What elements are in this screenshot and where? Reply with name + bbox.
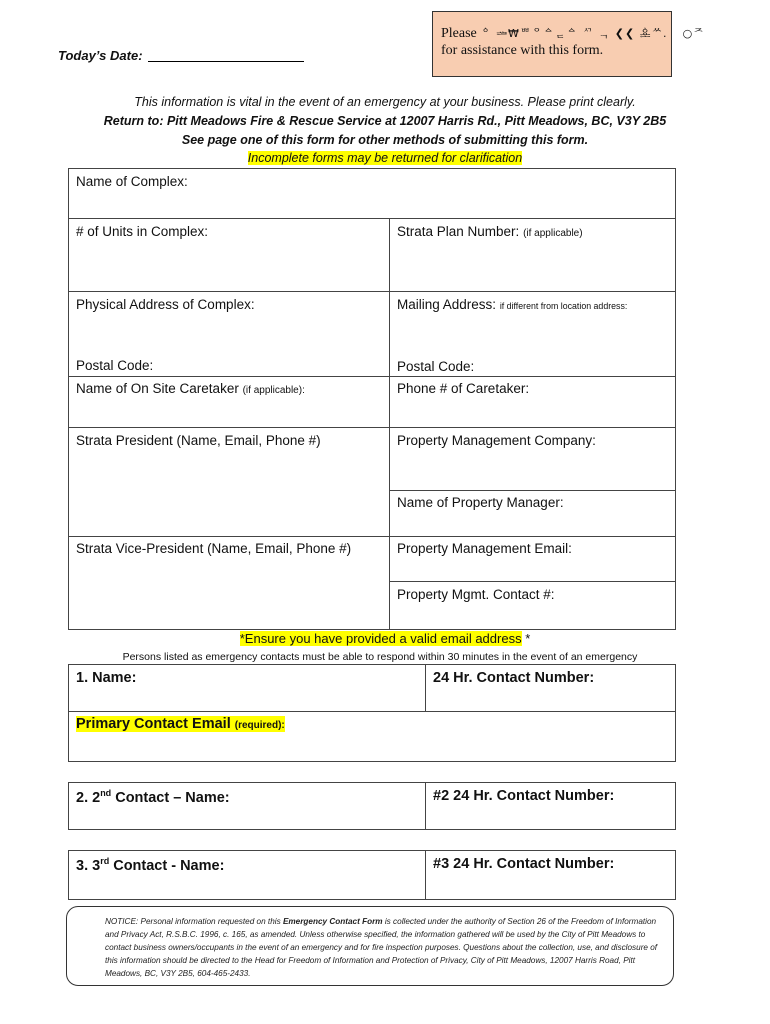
postal-code-right-field[interactable] [391, 355, 675, 377]
physical-address-label: Physical Address of Complex: [76, 297, 255, 312]
caretaker-phone-field[interactable] [391, 377, 675, 425]
contact-2-prefix: 2. 2 [76, 789, 101, 806]
complex-name-label: Name of Complex: [76, 174, 188, 189]
contact-2-phone-field[interactable] [427, 784, 675, 828]
contact-3-phone-field[interactable] [427, 852, 675, 898]
physical-address-field[interactable] [70, 293, 386, 353]
mailing-address-label: Mailing Address: [397, 297, 497, 312]
mailing-address-note: if different from location address: [499, 301, 628, 311]
strata-president-label: Strata President (Name, Email, Phone #) [76, 433, 321, 448]
postal-code-left-label: Postal Code: [76, 358, 154, 373]
complex-name-field[interactable] [70, 170, 670, 216]
response-time-note: Persons listed as emergency contacts must be able to respond within 30 minutes in the event of an emergency [122, 651, 638, 663]
strata-vp-label: Strata Vice-President (Name, Email, Phone #) [76, 541, 352, 556]
incomplete-forms-warning: Incomplete forms may be returned for clarification [247, 151, 523, 165]
contact-2-name-label: Contact – Name: [111, 789, 230, 806]
contact-3-name-field[interactable] [70, 852, 424, 898]
contact-1-name-field[interactable] [70, 666, 424, 710]
strata-plan-field[interactable] [391, 220, 675, 290]
mailing-address-field[interactable] [391, 293, 675, 353]
primary-email-note: (required): [234, 720, 285, 731]
property-manager-name-label: Name of Property Manager: [397, 495, 564, 510]
contact-2-sup: nd [100, 788, 112, 798]
notice-text-1: NOTICE: Personal information requested on this [105, 917, 283, 926]
units-label: # of Units in Complex: [76, 224, 209, 239]
property-mgmt-email-field[interactable] [391, 537, 675, 580]
assist-prefix: Please [441, 26, 477, 41]
assistance-box [432, 11, 705, 77]
primary-email-label: Primary Contact Email [76, 716, 231, 732]
todays-date-field[interactable] [148, 61, 304, 62]
primary-email-field[interactable] [70, 712, 674, 760]
assist-line-2: for assistance with this form. [441, 43, 604, 58]
email-warning-star: * [521, 631, 531, 646]
notice-text-2: is collected under the authority of Section 26 of the Freedom of Information and Privacy Act, R.S.B.C. 1996, c. 165, as amended. Unless otherwise specified, the information gathered will be used by the City of Pitt Meadows to contact business owners/occupants in the event of an emergency and for fire inspection purposes. Questions about the collection, use, and disclosure of this information should be directed to the Head for Freedom of Information and Protection of Privacy, City of Pitt Meadows, 12007 Harris Road, Pitt Meadows, BC, V3Y 2B5, 604-465-2433. [105, 917, 658, 978]
contact-3-phone-label: #3 24 Hr. Contact Number: [433, 856, 615, 872]
contact-2-name-field[interactable] [70, 784, 424, 828]
postal-code-right-label: Postal Code: [397, 359, 475, 374]
todays-date-label: Today’s Date: [58, 48, 143, 63]
strata-plan-label: Strata Plan Number: [397, 224, 520, 239]
property-manager-name-field[interactable] [391, 491, 675, 535]
email-warning: *Ensure you have provided a valid email address [239, 631, 522, 646]
contact-3-sup: rd [100, 856, 110, 866]
return-to-line: Return to: Pitt Meadows Fire & Rescue Service at 12007 Harris Rd., Pitt Meadows, BC, V3Y 2B5 [103, 114, 667, 128]
contact-3-name-label: Contact - Name: [109, 857, 225, 874]
contact-1-name-label: 1. Name: [76, 670, 137, 686]
privacy-notice [66, 906, 674, 986]
property-mgmt-email-label: Property Management Email: [397, 541, 572, 556]
assist-garbled-text: ᅌ ᆇ₩ᄈᄋᅀᆮᅀ ᄭ ᆨ ❮❮ ᅌᆇᄊ. ᅟ○ᄌ [480, 27, 705, 40]
contact-3-prefix: 3. 3 [76, 857, 101, 874]
caretaker-name-label: Name of On Site Caretaker [76, 381, 239, 396]
email-warning-row [0, 631, 770, 646]
caretaker-name-field[interactable] [70, 377, 386, 425]
postal-code-left-field[interactable] [70, 354, 386, 376]
property-mgmt-contact-field[interactable] [391, 583, 675, 629]
caretaker-note: (if applicable): [242, 385, 305, 396]
contact-1-phone-field[interactable] [427, 666, 675, 710]
property-mgmt-company-label: Property Management Company: [397, 433, 596, 448]
intro-line-1: This information is vital in the event of an emergency at your business. Please print clearly. [134, 95, 636, 109]
strata-president-field[interactable] [70, 429, 386, 535]
strata-plan-note: (if applicable) [523, 228, 583, 239]
property-mgmt-company-field[interactable] [391, 429, 675, 489]
caretaker-phone-label: Phone # of Caretaker: [397, 381, 530, 396]
units-field[interactable] [70, 220, 386, 290]
contact-1-phone-label: 24 Hr. Contact Number: [433, 670, 595, 686]
strata-vp-field[interactable] [70, 537, 386, 629]
submission-methods-line: See page one of this form for other methods of submitting this form. [181, 133, 589, 147]
property-mgmt-contact-label: Property Mgmt. Contact #: [397, 587, 555, 602]
notice-form-name: Emergency Contact Form [282, 917, 383, 926]
contact-2-phone-label: #2 24 Hr. Contact Number: [433, 788, 615, 804]
